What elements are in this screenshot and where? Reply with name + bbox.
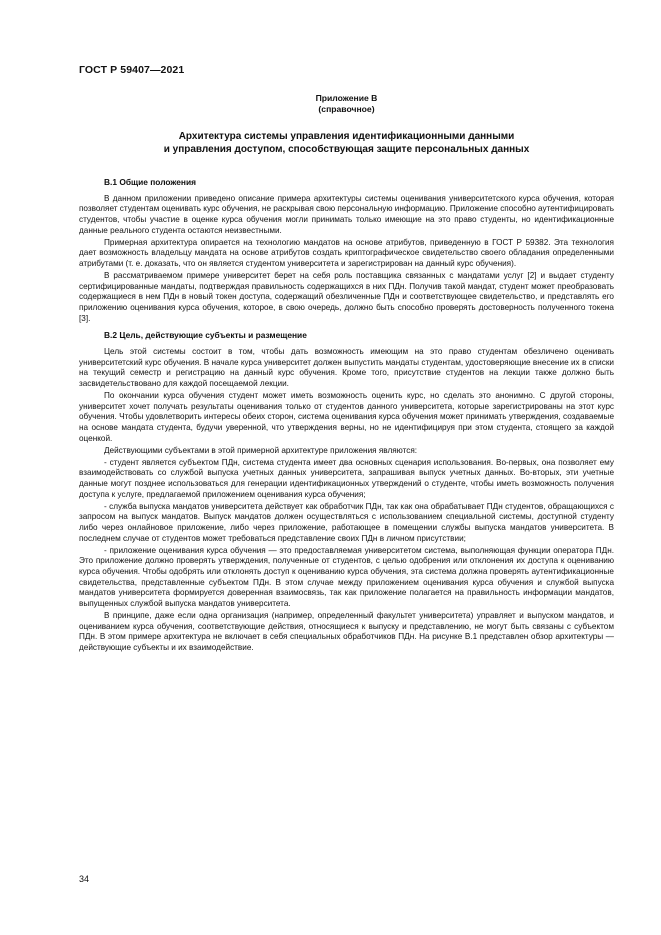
paragraph: Действующими субъектами в этой примерной архитектуре приложения являются:: [104, 445, 418, 455]
annex-title-line-2: и управления доступом, способствующая защите персональных данных: [163, 144, 530, 155]
paragraph: Цель этой системы состоит в том, чтобы дать возможность имеющим на это право студентам обезличено оценивать университетский курс обучения. В начале курса университет должен выпустить мандаты студентам, удостоверяющие внесение их в списки на текущий семестр и регистрацию на данный курс обучения. Кроме того, присутствие студентов на лекции также должно быть засвидетельствовано для каждой посещаемой лекции.: [79, 346, 614, 388]
paragraph: Примерная архитектура опирается на технологию мандатов на основе атрибутов, приведенную в ГОСТ Р 59382. Эта технология дает возможность владельцу мандата на основе атрибутов создать криптографическое свидетельство своего обладания определенными атрибутами (т. е. доказать, что он является студентом университета и зарегистрирован на данный курс обучения).: [79, 237, 614, 268]
paragraph: В данном приложении приведено описание примера архитектуры системы оценивания университетского курса обучения, которая позволяет студентам оценивать курс обучения, не раскрывая свою персональную информацию. Приложение способно аутентифицировать студентов, чтобы участие в оценке курса обучения могли принимать только имеющие на это право студенты, но идентификационные данные реального студента остаются неизвестными.: [79, 193, 614, 235]
paragraph: В рассматриваемом примере университет берет на себя роль поставщика связанных с мандатами услуг [2] и выдает студенту сертифицированные мандаты, подтверждая правильность содержащихся в них ПДн. Получив такой мандат, студент может преобразовать содержащиеся в нем ПДн в новый токен доступа, содержащий обезличенные ПДн и соответствующее свидетельство, и представлять его приложению оценивания курса обучения, которое, в свою очередь, должно быть способно проверять достоверность полученного токена [3].: [79, 271, 614, 323]
paragraph: По окончании курса обучения студент может иметь возможность оценить курс, но сделать это анонимно. С другой стороны, университет хочет получать результаты оценивания только от студентов данного университета, которые зарегистрированы на этот курс обучения. Чтобы удовлетворить интересы обеих сторон, система оценивания курса обучения может принимать утверждения, создаваемые на основе мандата студента, будучи уверенной, что утверждения верны, но не идентифицируя при этом студента, стоящего за каждой оценкой.: [79, 390, 614, 443]
standard-designation: ГОСТ Р 59407—2021: [79, 64, 185, 76]
section-heading-b2: В.2 Цель, действующие субъекты и размещение: [104, 330, 307, 341]
list-item: - приложение оценивания курса обучения — это предоставляемая университетом система, выполняющая функции оператора ПДн. Это приложение должно проверять утверждения, полученные от студентов, с целью одобрения или отклонения их доступа к оцениванию курса обучения. Чтобы одобрять или отклонять доступ к оцениванию курса обучения, эта система должна проверять аутентификационные свидетельства, представленные субъектом ПДн. В этом случае между приложением оценивания курса обучения и службой выпуска мандатов университета формируется доверенная взаимосвязь, так как приложение полагается на правильность информации мандатов, выпущенных службой выпуска мандатов университета.: [79, 545, 614, 609]
annex-label: Приложение В: [315, 93, 378, 103]
list-item: - студент является субъектом ПДн, система студента имеет два основных сценария использования. Во-первых, она позволяет ему взаимодействовать со службой выпуска учетных данных университета, запрашивая выпуск учетных данных. Во-вторых, эти учетные данные могут позднее использоваться для генерации идентификационных утверждений о студенте, чтобы иметь возможность получения доступа к услуге, предлагаемой приложением оценивания курса обучения;: [79, 457, 614, 499]
annex-type: (справочное): [318, 104, 375, 114]
section-heading-b1: В.1 Общие положения: [104, 177, 197, 187]
annex-title: [79, 130, 614, 156]
paragraph: В принципе, даже если одна организация (например, определенный факультет университета) управляет и выпуском мандатов, и оцениванием курса обучения, соответствующие действия, относящиеся к выпуску и представлению, не могут быть связаны с субъектом ПДн. В этом примере архитектура не включает в себя специальных обработчиков ПДн. На рисунке В.1 представлен обзор архитектуры — действующие субъекты и их взаимодействие.: [79, 611, 614, 653]
document-body: [79, 177, 614, 655]
list-item: - служба выпуска мандатов университета действует как обработчик ПДн, так как она обрабатывает ПДн студентов, обращающихся с запросом на выпуск мандатов. Выпуск мандатов должен осуществляться с использованием специальной системы, доступной студенту либо через онлайновое приложение, либо через приложение, работающее в помещении службы выпуска мандатов университета. В последнем случае от студентов может требоваться представление своих ПДн в личном присутствии;: [79, 501, 614, 543]
annex-title-line-1: Архитектура системы управления идентификационными данными: [178, 131, 515, 142]
page-number: 34: [79, 874, 90, 884]
